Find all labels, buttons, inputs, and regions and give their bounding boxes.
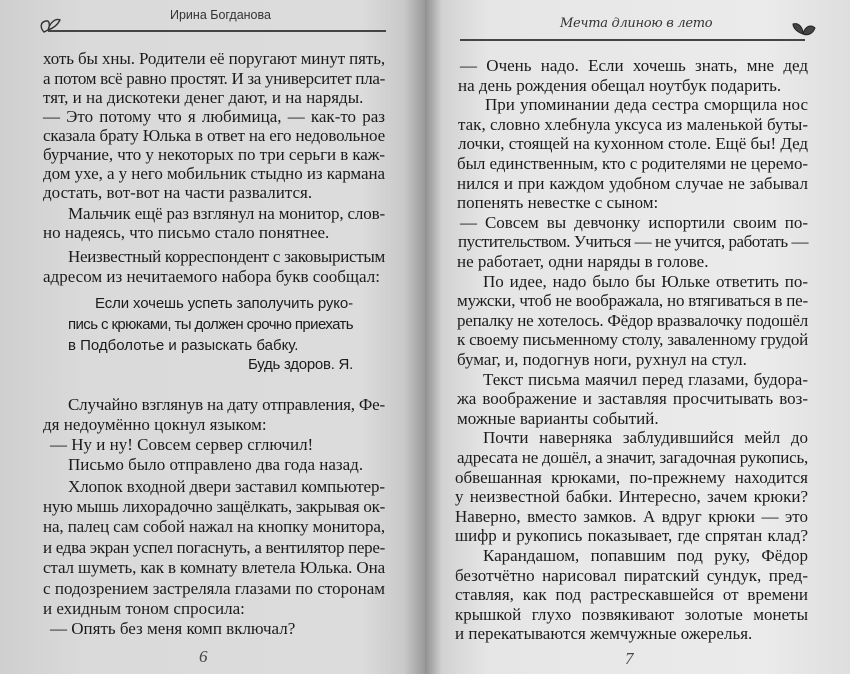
text-line: бумаг, и, подогнув ноги, рухнул на стул. xyxy=(457,350,747,369)
text-line: пустительством. Учиться — не учится, работать — xyxy=(458,232,808,251)
text-line: шифр и рукопись показывает, где спрятан клад? xyxy=(455,526,808,545)
text-line: был единственным, кто с родителями не церемо- xyxy=(457,154,808,173)
quoted-letter-line: Если хочешь успеть заполучить руко- xyxy=(95,295,353,312)
text-line: на день рождения обещал ноутбук подарить. xyxy=(458,76,782,95)
text-line: обвешанная крюками, по-прежнему находится xyxy=(455,468,808,487)
quoted-letter-line: Будь здоров. Я. xyxy=(248,356,353,373)
text-line: адресата не дошёл, а значит, загадочная рукопись, xyxy=(457,448,808,467)
text-line: но надеясь, что письмо стало понятнее. xyxy=(43,223,330,242)
butterfly-icon xyxy=(38,16,62,36)
text-line: не работает, одни наряды в голове. xyxy=(457,252,709,271)
text-line: — Очень надо. Если хочешь знать, мне дед xyxy=(460,56,808,75)
butterfly-icon xyxy=(789,20,817,42)
text-line: дом ухе, а у него мобильник стыдно из кармана xyxy=(43,164,385,183)
text-line: так, словно хлебнула уксуса из маленькой буты- xyxy=(458,115,808,134)
header-rule xyxy=(460,39,805,41)
text-line: дя недоумённо цокнул языком: xyxy=(43,415,267,434)
text-line: мужски, чтоб не воображала, но втягиваться в пе- xyxy=(457,291,808,310)
text-line: Почти наверняка заблудившийся мейл до xyxy=(483,428,808,447)
text-line: и ехидным тоном спросила: xyxy=(43,599,245,618)
text-line: ставляя, как под растрескавшейся от времени xyxy=(455,585,808,604)
quoted-letter-line: пись с крюками, ты должен срочно приехать xyxy=(68,316,353,333)
text-line: При упоминании деда сестра сморщила нос xyxy=(485,95,808,114)
text-line: у неизвестной бабки. Интересно, зачем крюки? xyxy=(455,487,808,506)
text-line: По идее, надо было бы Юльке ответить по- xyxy=(483,272,808,291)
text-line: жа воображение и заставляя просчитывать воз- xyxy=(457,389,808,408)
text-line: и перекатываются жемчужные ожерелья. xyxy=(455,624,753,643)
text-line: лочки, стоящей на кухонном столе. Ещё бы! Дед xyxy=(458,134,808,153)
text-line: Мальчик ещё раз взглянул на монитор, слов- xyxy=(68,204,385,223)
running-head: Ирина Богданова xyxy=(170,8,271,22)
page-number: 6 xyxy=(199,647,208,666)
text-line: Хлопок входной двери заставил компьютер- xyxy=(68,477,385,496)
text-line: — Совсем вы девчонку испортили своим по- xyxy=(460,213,808,232)
text-line: можные варианты событий. xyxy=(457,409,659,428)
text-line: бурчание, что у некоторых по три серьги в каж- xyxy=(43,145,385,164)
text-line: сказала брату Юлька в ответ на его недовольное xyxy=(43,126,385,145)
text-line: к своему письменному столу, заваленному грудой xyxy=(457,330,808,349)
text-line: тят, и на дискотеки денег дают, и на наряды. xyxy=(43,88,364,107)
page-number: 7 xyxy=(625,649,634,668)
text-line: адресом из нечитаемого набора букв сообщал: xyxy=(43,267,380,286)
text-line: крышкой глухо позвякивают золотые монеты xyxy=(455,605,808,624)
header-rule xyxy=(48,30,386,32)
text-line: — Это потому что я любимица, — как-то раз xyxy=(43,107,385,126)
text-line: Письмо было отправлено два года назад. xyxy=(68,455,364,474)
text-line: достать, вот-вот на части развалится. xyxy=(43,183,313,202)
text-line: — Опять без меня комп включал? xyxy=(50,619,296,638)
text-line: репалку не хотелось. Фёдор вразвалочку подошёл xyxy=(457,311,808,330)
text-line: Случайно взглянув на дату отправления, Фе- xyxy=(68,395,385,414)
running-head: Мечта длиною в лето xyxy=(560,16,713,31)
text-line: — Ну и ну! Совсем сервер сглючил! xyxy=(50,435,314,454)
text-line: Наверно, вместо замков. А вдруг крюки — это xyxy=(455,507,808,526)
text-line: на, палец сам собой нажал на кнопку монитора, xyxy=(43,517,385,536)
text-line: стал шуметь, как в комнату влетела Юлька. Она xyxy=(43,558,385,577)
text-line: попенять невестке с сыном: xyxy=(457,193,659,212)
text-line: а потом всё равно простят. И за университет пла- xyxy=(43,69,385,88)
text-line: с подозрением застреляла глазами по сторонам xyxy=(43,579,385,598)
text-line: ную мышь лихорадочно защёлкать, закрывая ок- xyxy=(43,497,385,516)
text-line: Текст письма маячил перед глазами, будора- xyxy=(483,370,808,389)
text-line: и едва экран успел погаснуть, а вентилятор пере- xyxy=(43,538,385,557)
text-line: Карандашом, попавшим под руку, Фёдор xyxy=(483,546,808,565)
text-line: хоть бы хны. Родители её поругают минут пять, xyxy=(43,49,385,68)
right-page xyxy=(425,0,850,674)
text-line: Неизвестный корреспондент с заковыристым xyxy=(68,247,385,266)
quoted-letter-line: в Подболотье и разыскать бабку. xyxy=(68,337,299,354)
text-line: нился и при каждом удобном случае не забывал xyxy=(457,174,808,193)
text-line: безотчётно нарисовал пиратский сундук, пред- xyxy=(455,566,808,585)
